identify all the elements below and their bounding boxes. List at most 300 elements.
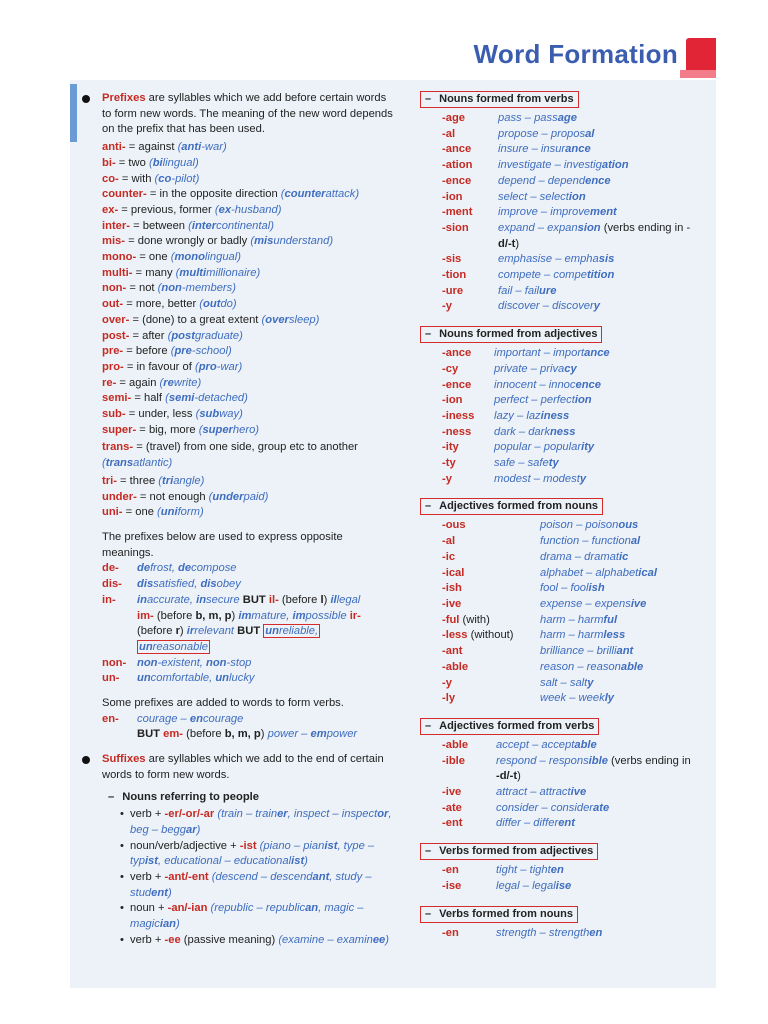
suffix-example-text [540,567,657,579]
prefix-row [102,203,394,219]
suffix-label: -ful [442,613,460,626]
prefix-example-rest: understand) [273,235,334,248]
suffix-example-base: reason – reason [540,660,621,673]
suffix-example-bold: ion [574,394,592,407]
suffix-example-ending: -d/-t [496,770,518,783]
suffix-example-base: discover – discover [498,300,594,313]
section-rows [442,518,714,706]
suffix-example [494,440,714,456]
suffix-term [442,409,494,425]
suffix-term [442,127,498,143]
prefix-example-rest: sleep) [288,313,320,326]
suffix-row [442,550,714,566]
suffix-example-text [494,347,610,359]
suffix-example [540,597,714,613]
suffix-label: -age [442,112,466,124]
suffix-example-base: function – function [540,535,631,548]
prefix-term: multi- [102,266,133,279]
prefix-example [262,314,320,326]
suffix-example [540,581,714,597]
suffix-example-base: strength – strength [496,926,590,939]
suffix-term [442,111,498,127]
prefix-example-rest: -members) [181,282,236,295]
suffix-example-text [540,645,633,657]
prefix-example-open: ( [214,203,219,216]
suffix-term [442,142,498,158]
dis-row: dis- dissatisfied, disobey [102,578,241,591]
suffix-term [442,362,494,378]
suffix-example [498,190,714,206]
prefix-example [281,188,359,200]
suffix-term [442,738,496,754]
suffix-label: -ish [442,582,462,595]
left-column [82,91,394,949]
suffix-term [442,754,496,770]
suffix-example-bold: y [593,300,600,313]
section-gap [418,315,714,326]
un-reasonable-row [102,640,394,656]
bullet-dot-icon [82,756,90,764]
suffix-example [540,644,714,660]
suffix-example [540,566,714,582]
prefix-term: anti- [102,141,126,154]
suffix-term [442,769,496,785]
prefix-example-open: ( [158,474,163,487]
prefix-meaning: = with [118,172,155,185]
prefix-meaning: = one [136,251,171,264]
suffix-label: -ness [442,425,472,438]
suffix-label: -ly [442,692,456,705]
suffix-example-text [498,112,577,124]
opposite-intro: The prefixes below are used to express opposite meanings. [102,530,343,559]
suffix-example-base: salt – salt [540,676,588,689]
prefixes-intro-text: are syllables which we add before certain words to form new words. The meaning of the new word depends on the prefix that has been used. [102,92,393,136]
prefix-term: post- [102,329,130,342]
prefix-example-bold: bi [152,156,163,169]
prefix-example-rest: hero) [232,423,260,436]
suffix-row [442,205,714,221]
prefix-example-rest: write) [173,376,202,389]
suffix-example-base: drama – dramat [540,550,619,563]
section-title: Nouns formed from adjectives [439,328,598,341]
suffix-section [418,718,714,832]
prefix-term: pro- [102,360,124,373]
prefix-row [102,360,394,376]
prefix-meaning: = (done) to a great extent [129,313,262,326]
suffix-label: -ion [442,190,463,203]
suffix-example-text [496,864,564,876]
suffix-example-bold: ible [588,754,608,767]
suffix-label: -ure [442,284,464,297]
suffix-label: -ation [442,159,473,172]
suffix-label: -ance [442,347,472,360]
prefix-example-bold: tri [162,474,174,487]
prefix-example-rest: do) [220,298,237,311]
people-nouns-heading: – Nouns referring to people [108,790,259,803]
suffix-row [442,284,714,300]
verb-prefixes [102,712,394,743]
suffix-term [442,472,494,488]
prefix-meaning: = (travel) from one side, group etc to another [133,441,358,454]
suffix-label: -ive [442,786,462,799]
suffix-example-base: expand – expan [498,221,578,234]
suffix-row [442,644,714,660]
bullet-dot-icon [82,95,90,103]
prefix-meaning: = one [122,506,158,519]
suffix-example-text [496,739,597,751]
suffix-row [442,566,714,582]
suffix-example-base: fool – fool [540,582,589,595]
suffix-example [498,237,714,253]
suffix-row [442,346,714,362]
prefix-row [102,344,394,360]
prefix-example-open: ( [177,141,182,154]
suffix-example [496,738,714,754]
prefix-row [102,156,394,172]
prefix-meaning: = not [126,282,158,295]
suffix-term [442,801,496,817]
suffix-example-text [498,128,594,140]
suffix-example-bold: ty [548,457,559,470]
prefix-example [165,392,248,404]
prefix-example-rest: continental) [216,219,274,232]
prefix-row [102,187,394,203]
prefix-term: super- [102,423,137,436]
prefix-example-bold: mono [174,251,205,264]
prefix-row [102,391,394,407]
suffix-example-base: harm – harm [540,629,604,642]
prefix-example-rest: way) [219,408,243,421]
prefix-example [215,204,282,216]
suffixes-intro-text: are syllables which we add to the end of certain words to form new words. [102,753,384,781]
prefix-example-open: ( [198,423,203,436]
suffix-row [442,237,714,253]
suffix-example-text [540,598,646,610]
prefix-example-rest: angle) [173,474,205,487]
prefix-example [178,141,227,153]
suffix-example-base: dark – dark [494,425,550,438]
suffix-example-bold: tition [586,269,615,282]
suffix-term [442,581,540,597]
suffix-row [442,456,714,472]
suffix-example-base: consider – consider [496,801,594,814]
suffix-row [442,299,714,315]
suffix-row [442,111,714,127]
suffix-example-base: attract – attract [496,786,571,799]
suffix-example [540,534,714,550]
suffix-term [442,393,494,409]
suffix-label: -able [442,660,469,673]
prefix-example [195,361,242,373]
suffix-example-bold: ful [603,613,618,626]
suffix-example-base: respond – respons [496,754,589,767]
suffix-example [496,754,714,770]
suffix-label: -cy [442,362,459,375]
right-column [418,91,714,941]
section-title: Adjectives formed from nouns [439,500,599,513]
suffix-term [442,518,540,534]
suffix-label: -al [442,535,456,548]
suffix-example [494,409,714,425]
section-dash: – [425,93,432,105]
section-heading [420,498,603,515]
prefix-term: mono- [102,251,137,264]
suffix-label: -ant [442,645,463,658]
suffix-row [442,190,714,206]
suffix-example [498,268,714,284]
section-gap [418,707,714,718]
section-heading [420,906,578,923]
suffix-example-bold: ant [616,645,634,658]
suffix-example-text [498,206,617,218]
suffix-row [442,676,714,692]
prefix-example-bold: semi [168,392,195,405]
prefix-example [158,282,236,294]
prefix-row [102,219,394,235]
suffix-example-text [494,473,586,485]
prefix-row [102,172,394,188]
suffix-term [442,550,540,566]
suffix-example [496,801,714,817]
suffix-example-text [540,692,614,704]
section-dash: – [425,907,432,920]
suffix-example-text [494,363,577,375]
prefix-meaning: = after [129,329,168,342]
suffix-example-bold: y [587,676,594,689]
suffix-example-base: modest – modest [494,472,580,485]
non-row: non- non-existent, non-stop [102,656,252,669]
prefix-example-open: ( [157,506,161,519]
prefix-example [250,235,333,247]
prefix-term: uni- [102,506,123,519]
suffix-row [442,362,714,378]
suffix-example-base: pass – pass [498,112,558,124]
prefix-example [171,251,241,263]
suffix-example-base: select – select [498,190,569,203]
prefix-example-rest: attack) [325,188,360,201]
prefix-term: semi- [102,392,132,405]
prefix-example-rest: graduate) [194,329,243,342]
prefix-example [176,267,261,279]
suffix-label: -ical [442,566,465,579]
suffix-bullet-ian: • noun + -an/-ian (republic – republican, magic – magician) [102,901,394,932]
suffix-row [442,409,714,425]
prefix-meaning: = not enough [136,490,209,503]
suffix-example-text [494,426,575,438]
prefix-meaning: = again [116,376,160,389]
suffix-example-bold: y [579,472,587,485]
prefix-example-bold: uni [160,506,178,519]
suffix-example [540,676,714,692]
suffix-label: -al [442,127,456,140]
suffix-example-bold: ance [565,143,591,156]
suffix-term [442,174,498,190]
suffix-term [442,440,494,456]
prefix-example-open: ( [199,298,204,311]
prefix-meaning: = in the opposite direction [146,188,281,201]
im-row: im- (before b, m, p) immature, impossible ir- [137,609,361,622]
prefix-example [199,424,259,436]
suffix-example-text [496,786,586,798]
suffix-example-bold: cy [564,362,577,375]
suffixes-keyword: Suffixes [102,753,146,766]
section-gap [418,832,714,843]
suffix-example-bold: less [603,629,626,642]
suffix-example-base: safe – safe [494,457,549,470]
suffix-example-text [540,535,640,547]
suffix-example-bold: ive [630,597,647,610]
suffix-example-close: ) [517,770,521,783]
suffix-example [494,393,714,409]
en-row: en- courage – encourage [102,712,244,725]
suffix-label: -ate [442,801,462,814]
suffix-term [442,676,540,692]
prefix-term: non- [102,282,127,295]
suffix-example-bold: ive [570,786,587,799]
section-heading [420,718,599,735]
prefix-meaning: = two [115,156,149,169]
suffix-example-bold: ence [585,174,611,187]
suffix-example-base: poison – poison [540,519,619,532]
prefix-example-bold: inter [191,219,217,232]
suffix-example-bold: age [557,112,577,124]
prefix-example-rest: paid) [243,490,269,503]
suffix-row [442,785,714,801]
prefix-example-open: ( [195,408,200,421]
prefix-meaning: = more, better [123,298,200,311]
suffix-term [442,252,498,268]
suffix-label: -y [442,472,452,485]
prefix-example-rest: -school) [191,345,232,358]
prefix-term: pre- [102,345,124,358]
prefix-meaning: = under, less [125,408,196,421]
suffix-example [496,926,714,942]
suffix-example-text [496,755,608,767]
suffix-section [418,843,714,894]
suffix-term [442,299,498,315]
prefix-row [102,423,394,439]
suffix-example-text [540,582,605,594]
prefix-example-open: ( [165,392,169,405]
suffix-example-bold: ion [568,190,586,203]
suffix-row [442,174,714,190]
prefix-example [155,173,200,185]
suffix-example-text [540,677,594,689]
verbs-intro: Some prefixes are added to words to form verbs. [102,697,344,710]
suffix-example-bold: ise [555,879,572,892]
suffix-label: -ance [442,143,472,156]
suffix-example [494,425,714,441]
prefix-example-open: ( [154,172,159,185]
suffix-example-base: popular – popular [494,441,582,454]
suffix-label: -ic [442,550,456,563]
suffix-example [494,472,714,488]
suffix-example-base: differ – differ [496,817,559,830]
prefix-row [102,266,394,282]
left-margin-bar [70,84,77,142]
suffix-example-base: alphabet – alphabet [540,566,639,579]
suffix-term [442,534,540,550]
suffix-term [442,190,498,206]
suffix-row [442,628,714,644]
suffix-label: -ion [442,394,463,407]
suffix-example-text [498,253,614,265]
prefix-example-open: ( [250,235,255,248]
prefix-example [188,220,274,232]
prefix-example-open: ( [208,490,213,503]
in-row: in- inaccurate, insecure BUT il- (before l) illegal [102,593,361,606]
suffix-row [442,378,714,394]
suffix-example-base: brilliance – brilli [540,645,617,658]
prefix-example-bold: out [203,298,221,311]
suffix-example-bold: ment [590,206,617,219]
prefix-row [102,140,394,156]
suffix-row [442,926,714,942]
prefix-meaning: = before [123,345,171,358]
suffix-term [442,237,498,253]
prefix-example-rest: -war) [216,360,243,373]
suffix-example-bold: able [574,738,597,751]
prefix-row [102,329,394,345]
suffix-term [442,644,540,660]
suffix-example-bold: al [585,127,595,140]
suffix-term [442,566,540,582]
suffix-example-base: important – import [494,347,585,360]
prefix-example-bold: mis [254,235,274,248]
suffix-term [442,613,540,629]
suffix-row [442,518,714,534]
title-bar [70,36,716,80]
suffix-bullet-ee: • verb + -ee (passive meaning) (examine – examinee) [102,933,394,949]
suffix-example [496,863,714,879]
suffix-label: -en [442,864,459,877]
prefix-row [102,297,394,313]
suffix-example [540,613,714,629]
prefix-example-bold: non [161,282,182,295]
suffix-row [442,738,714,754]
suffix-label: -sis [442,253,462,266]
suffix-example-bold: ical [638,566,657,579]
suffix-term [442,456,494,472]
prefix-example-rest: form) [177,506,204,519]
suffix-bullet-ist: • noun/verb/adjective + -ist (piano – pianist, type – typist, educational – educationalist) [102,839,394,870]
suffix-example-text [540,551,628,563]
section-rows [442,738,714,832]
suffix-example-text [498,191,586,203]
suffix-example-text [496,880,571,892]
suffix-example-text [494,457,559,469]
prefix-example-open: ( [188,219,192,232]
prefix-term: tri- [102,474,117,487]
section-dash: – [425,719,432,732]
suffix-example-text [498,159,629,171]
suffix-example-base: harm – harm [540,613,604,626]
suffix-example-text [498,175,611,187]
suffix-row [442,613,714,629]
section-rows [442,926,714,942]
suffix-row [442,691,714,707]
suffix-label: -en [442,926,459,939]
prefix-example-open: ( [280,188,285,201]
suffix-example [540,550,714,566]
prefix-example [157,506,204,518]
suffix-term [442,863,496,879]
suffix-example [494,456,714,472]
suffix-example-base: perfect – perfect [494,394,575,407]
section-gap [418,895,714,906]
suffix-label: -ible [442,754,465,767]
suffix-label: -ence [442,174,472,187]
